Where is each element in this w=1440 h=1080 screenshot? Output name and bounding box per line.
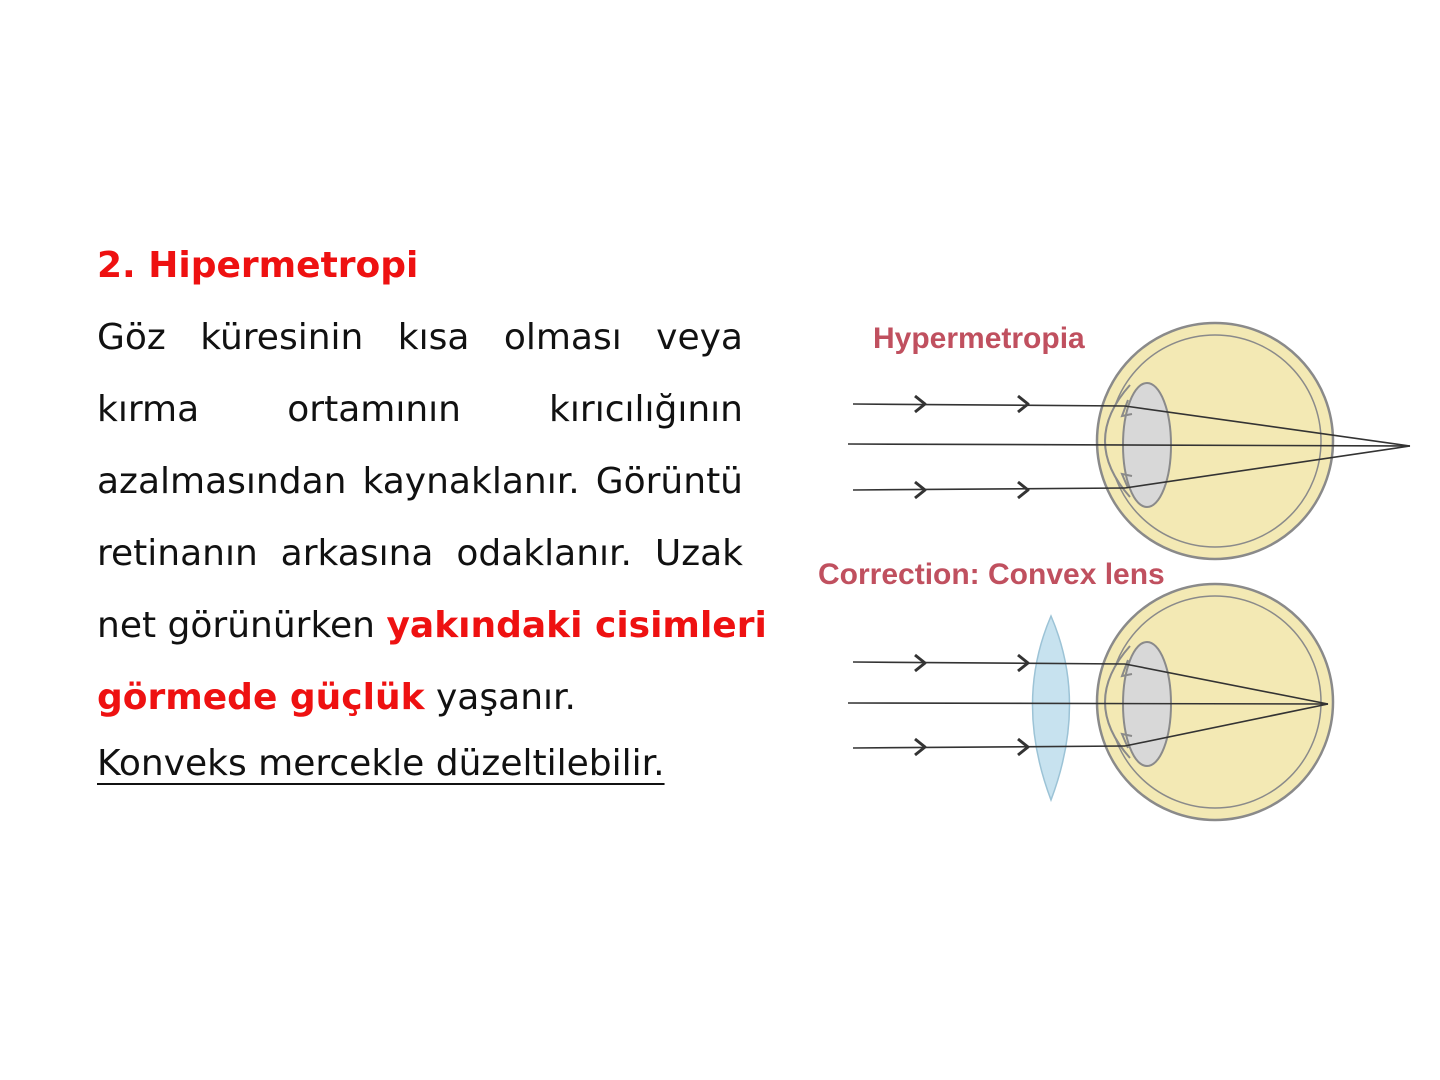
label-hypermetropia: Hypermetropia [873,322,1085,355]
bottom-ray-center [848,703,1328,704]
paragraph-line-5 [97,590,767,662]
eye-diagram [810,300,1420,840]
top-eye-group [848,323,1410,559]
convex-lens [1033,616,1070,800]
paragraph-line-4: retinanın arkasına odaklanır. Uzak [97,533,743,574]
label-correction: Correction: Convex lens [818,558,1165,591]
paragraph-line-1: Göz küresinin kısa olması veya [97,317,743,358]
highlight-near-objects: yakındaki cisimleri [386,605,767,646]
paragraph-line-6 [97,662,743,734]
top-ray-upper [853,404,1125,406]
bottom-ray-lower [853,746,1125,748]
paragraph-line-2: kırma ortamının kırıcılığının [97,389,743,430]
paragraph-line-3: azalmasından kaynaklanır. Görüntü [97,461,743,502]
top-ray-lower [853,488,1125,490]
highlight-difficulty: görmede güçlük [97,677,425,718]
bottom-eye-group [848,584,1333,820]
correction-note: Konveks mercekle düzeltilebilir. [97,743,665,784]
hypermetropia-figure [810,300,1420,840]
text-block [97,236,767,794]
bottom-ray-upper [853,662,1125,664]
top-arrow-4 [1018,482,1028,498]
paragraph-line-6-text: yaşanır. [424,677,576,718]
section-heading: 2. Hipermetropi [97,245,419,286]
paragraph-line-5-text: net görünürken [97,605,387,646]
top-arrow-2 [1018,396,1028,412]
